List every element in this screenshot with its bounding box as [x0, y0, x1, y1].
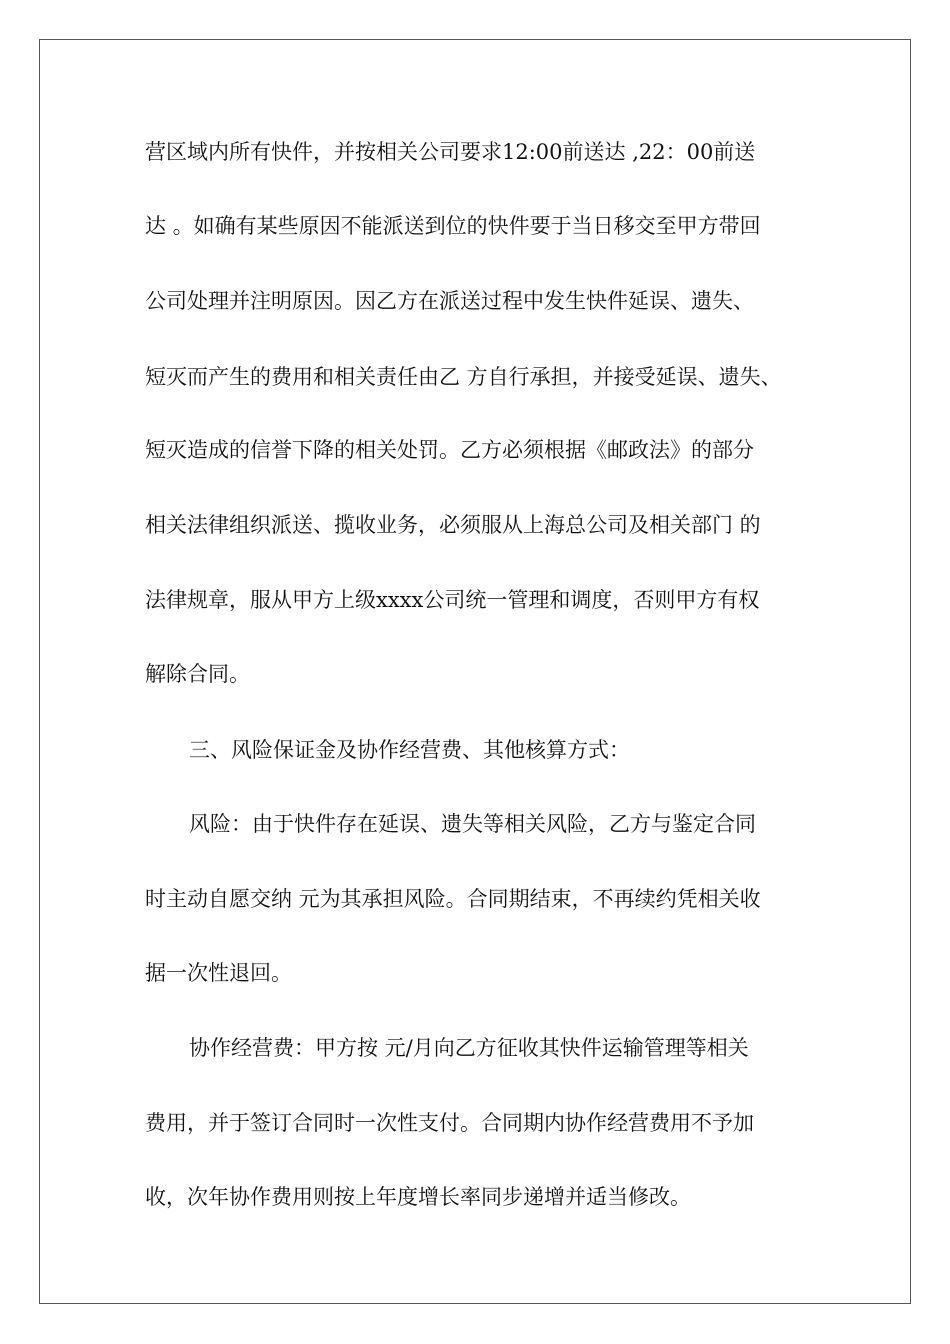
body-text-line: 相关法律组织派送、揽收业务，必须服从上海总公司及相关部门 的 — [145, 513, 761, 537]
body-text-line: 时主动自愿交纳 元为其承担风险。合同期结束，不再续约凭相关收 — [145, 887, 761, 911]
body-text-line: 公司处理并注明原因。因乙方在派送过程中发生快件延误、遗失、 — [145, 289, 754, 313]
section-heading: 三、风险保证金及协作经营费、其他核算方式： — [189, 738, 630, 762]
body-text-line: 法律规章，服从甲方上级xxxx公司统一管理和调度，否则甲方有权 — [145, 588, 760, 612]
body-text-line: 解除合同。 — [145, 662, 250, 686]
body-text-line: 风险：由于快件存在延误、遗失等相关风险，乙方与鉴定合同 — [189, 812, 756, 836]
body-text-line: 据一次性退回。 — [145, 961, 292, 985]
body-text-line: 短灭而产生的费用和相关责任由乙 方自行承担，并接受延误、遗失、 — [145, 365, 782, 389]
body-text-line: 达 。如确有某些原因不能派送到位的快件要于当日移交至甲方带回 — [145, 214, 761, 238]
body-text-line: 费用，并于签订合同时一次性支付。合同期内协作经营费用不予加 — [145, 1111, 754, 1135]
body-text-line: 协作经营费：甲方按 元/月向乙方征收其快件运输管理等相关 — [189, 1036, 749, 1060]
body-text-line: 营区域内所有快件，并按相关公司要求12:00前送达 ,22：00前送 — [145, 140, 756, 164]
body-text-line: 收，次年协作费用则按上年度增长率同步递增并适当修改。 — [145, 1185, 691, 1209]
body-text-line: 短灭造成的信誉下降的相关处罚。乙方必须根据《邮政法》的部分 — [145, 438, 754, 462]
